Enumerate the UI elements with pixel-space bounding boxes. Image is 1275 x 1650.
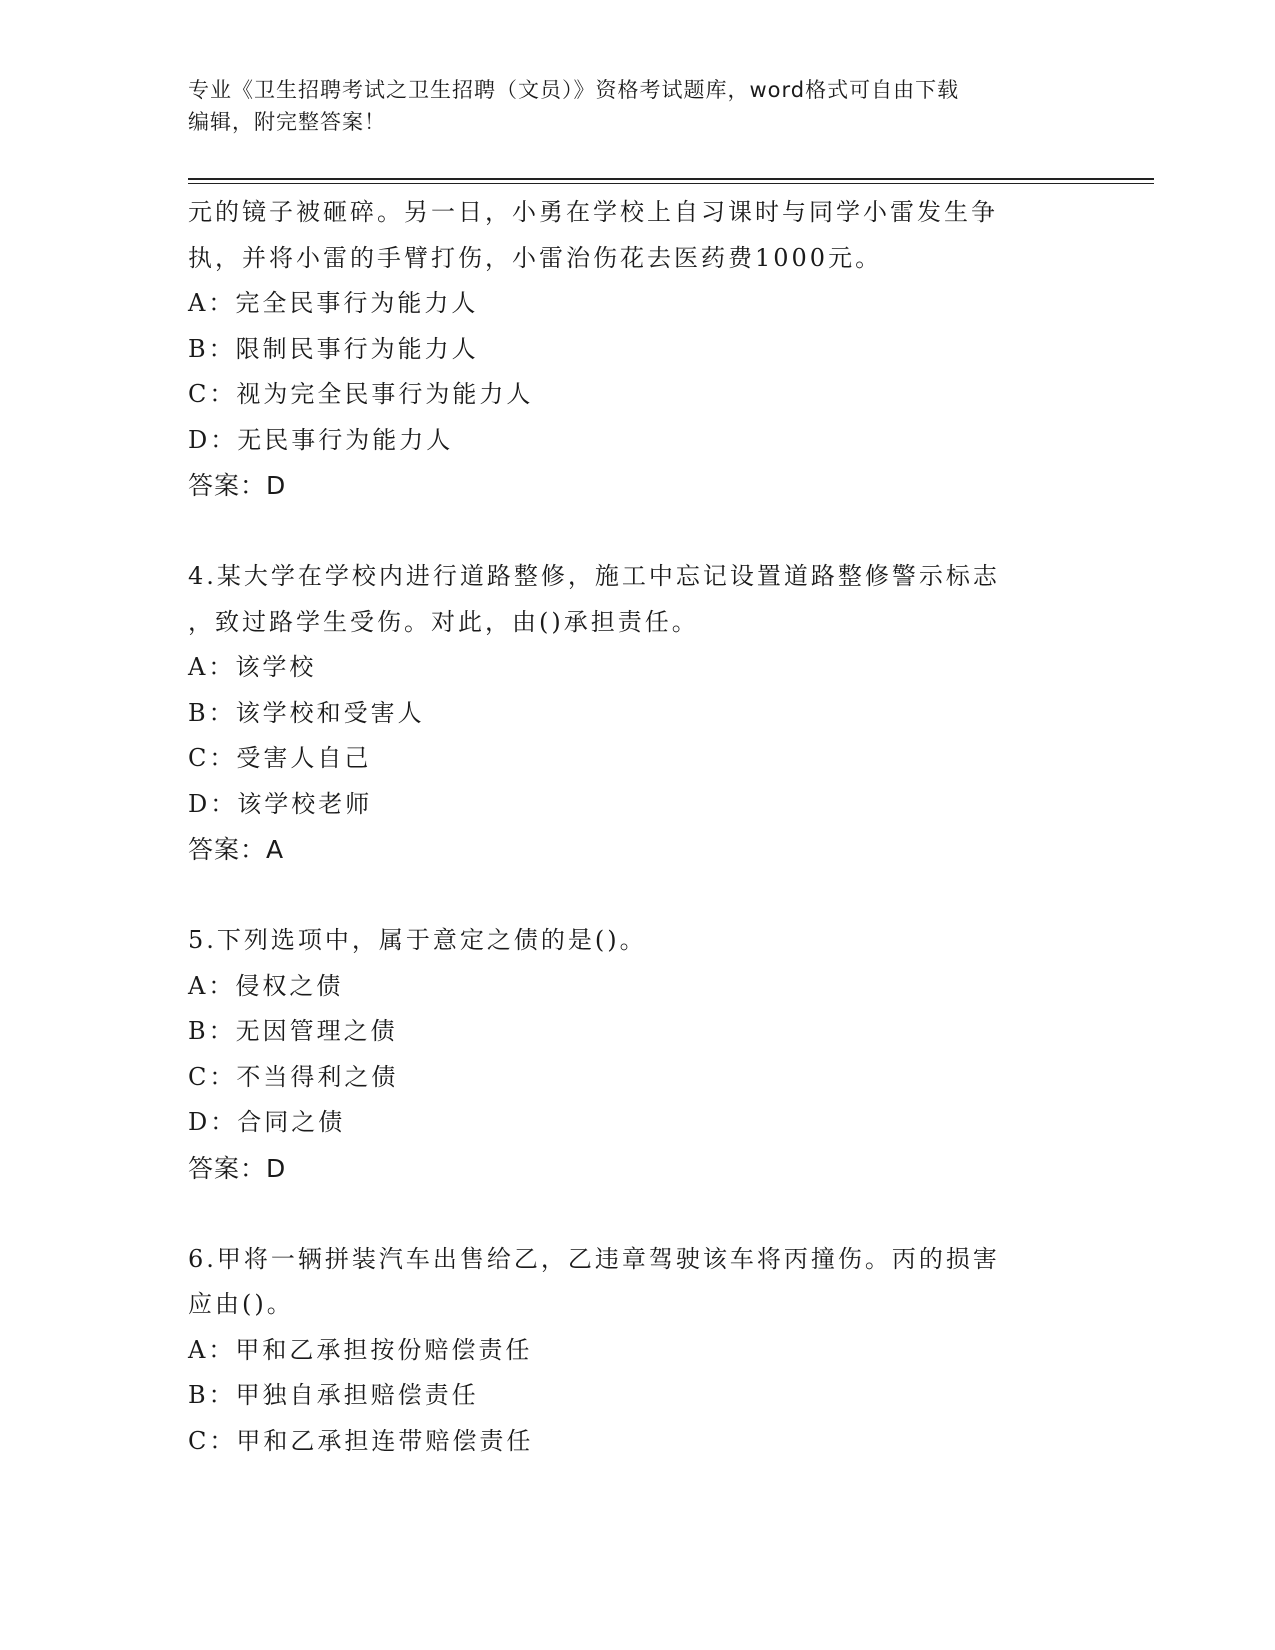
option-b: B：该学校和受害人 <box>188 698 425 727</box>
document-header <box>188 74 1088 138</box>
option-a: A：甲和乙承担按份赔偿责任 <box>188 1335 533 1364</box>
option-b: B：无因管理之债 <box>188 1017 398 1045</box>
question-text-line: 执，并将小雷的手臂打伤，小雷治伤花去医药费1000元。 <box>188 243 883 272</box>
header-line-1: 专业《卫生招聘考试之卫生招聘（文员）》资格考试题库，word格式可自由下载 <box>188 78 960 102</box>
option-d: D：该学校老师 <box>188 789 373 818</box>
header-rule-thin <box>188 183 1154 184</box>
option-d: D：无民事行为能力人 <box>188 425 454 454</box>
option-a: A：侵权之债 <box>188 971 344 1000</box>
option-b: B：限制民事行为能力人 <box>188 334 479 363</box>
answer-label: 答案：A <box>188 835 285 864</box>
question-4 <box>188 554 1088 873</box>
header-line-2: 编辑，附完整答案！ <box>188 110 386 134</box>
question-6 <box>188 1237 1088 1465</box>
option-c: C：视为完全民事行为能力人 <box>188 380 534 408</box>
question-5 <box>188 918 1088 1191</box>
question-text-line: ，致过路学生受伤。对此，由()承担责任。 <box>188 607 699 636</box>
question-3 <box>188 190 1088 509</box>
spacer <box>188 509 1088 555</box>
question-text-line: 应由()。 <box>188 1290 294 1318</box>
spacer <box>188 1191 1088 1237</box>
answer-label: 答案：D <box>188 1153 287 1183</box>
option-c: C：不当得利之债 <box>188 1062 399 1091</box>
header-rule-thick <box>188 178 1154 180</box>
option-c: C：甲和乙承担连带赔偿责任 <box>188 1426 534 1455</box>
option-a: A：该学校 <box>188 653 317 681</box>
option-b: B：甲独自承担赔偿责任 <box>188 1381 479 1409</box>
question-text-line: 5.下列选项中，属于意定之债的是()。 <box>188 926 647 954</box>
spacer <box>188 873 1088 919</box>
option-d: D：合同之债 <box>188 1108 346 1136</box>
option-c: C：受害人自己 <box>188 744 372 772</box>
question-text-line: 元的镜子被砸碎。另一日，小勇在学校上自习课时与同学小雷发生争 <box>188 198 998 226</box>
option-a: A：完全民事行为能力人 <box>188 289 479 317</box>
question-content <box>188 190 1088 1464</box>
answer-label: 答案：D <box>188 471 287 500</box>
question-text-line: 4.某大学在学校内进行道路整修，施工中忘记设置道路整修警示标志 <box>188 562 1000 590</box>
question-text-line: 6.甲将一辆拼装汽车出售给乙，乙违章驾驶该车将丙撞伤。丙的损害 <box>188 1244 1000 1273</box>
